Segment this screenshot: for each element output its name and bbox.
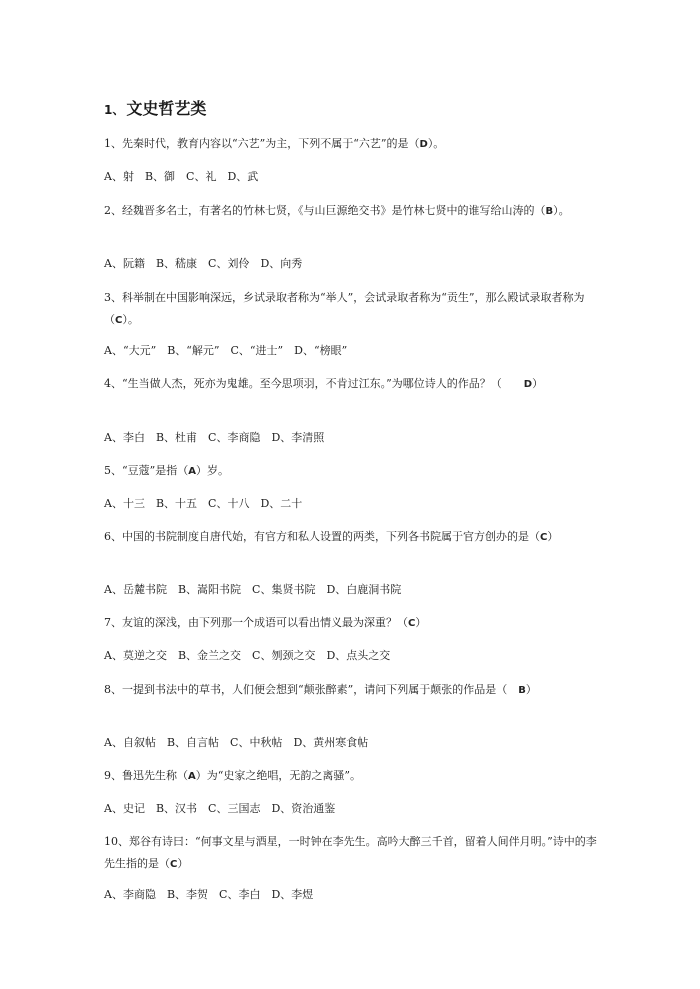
question-8 (104, 679, 604, 702)
options-4: A、李白 B、杜甫 C、李商隐 D、李清照 (104, 431, 325, 444)
question-text-end: ）。 (122, 313, 139, 326)
question-10 (104, 831, 604, 876)
question-6 (104, 526, 604, 549)
options-10: A、李商隐 B、李贺 C、李白 D、李煜 (104, 888, 314, 901)
options-6: A、岳麓书院 B、嵩阳书院 C、集贤书院 D、白鹿洞书院 (104, 583, 402, 596)
options-5: A、十三 B、十五 C、十八 D、二十 (104, 497, 303, 510)
options-1: A、射 B、御 C、礼 D、武 (104, 170, 259, 183)
answer: C (170, 859, 178, 870)
answer: C (115, 315, 123, 326)
question-text: 9、鲁迅先生称（ (104, 769, 188, 782)
question-9 (104, 765, 604, 788)
question-text-end: ） (532, 377, 544, 390)
question-4 (104, 373, 604, 396)
question-text: 3、科举制在中国影响深远，乡试录取者称为“举人”，会试录取者称为“贡生”，那么殿试录取者称为（ (104, 291, 585, 326)
question-7 (104, 612, 604, 635)
question-text-end: ） (177, 857, 189, 870)
answer: B (518, 685, 526, 696)
question-text: 7、友谊的深浅，由下列那一个成语可以看出情义最为深重？（ (104, 616, 408, 629)
question-5 (104, 460, 604, 483)
question-text: 6、中国的书院制度自唐代始，有官方和私人设置的两类，下列各书院属于官方创办的是（ (104, 530, 540, 543)
question-text-end: ） (547, 530, 559, 543)
question-text-end: ）。 (427, 137, 445, 150)
options-2: A、阮籍 B、嵇康 C、刘伶 D、向秀 (104, 257, 303, 270)
question-3 (104, 287, 604, 332)
answer: C (408, 618, 416, 629)
answer: B (545, 206, 554, 217)
question-2 (104, 200, 604, 223)
answer: D (523, 379, 533, 390)
question-text: 10、郑谷有诗曰：“何事文星与酒星，一时钟在李先生。高吟大醉三千首，留着人间伴月明。”诗中的李先生指的是（ (104, 835, 597, 870)
section-heading (104, 96, 206, 119)
question-text: 1、先秦时代，教育内容以“六艺”为主，下列不属于“六艺”的是（ (104, 137, 420, 150)
options-7: A、莫逆之交 B、金兰之交 C、刎颈之交 D、点头之交 (104, 649, 391, 662)
answer: A (188, 771, 196, 782)
options-3: A、“大元” B、“解元” C、“进士” D、“榜眼” (104, 344, 348, 357)
question-text-end: ） (525, 683, 537, 696)
question-text: 5、“豆蔻”是指（ (104, 464, 189, 477)
answer: A (188, 466, 196, 477)
section-number: 1、 (104, 103, 125, 117)
options-9: A、史记 B、汉书 C、三国志 D、资治通鉴 (104, 802, 336, 815)
question-text: 8、一提到书法中的草书，人们便会想到“颠张醉素”，请问下列属于颠张的作品是（ (104, 683, 519, 696)
question-text-end: ）为“史家之绝唱，无韵之离骚”。 (195, 769, 361, 782)
question-text-end: ） (415, 616, 427, 629)
answer: D (419, 139, 428, 150)
question-text: 4、“生当做人杰，死亦为鬼雄。至今思项羽，不肯过江东。”为哪位诗人的作品？（ (104, 377, 524, 390)
question-text-end: ）岁。 (196, 464, 229, 477)
question-1 (104, 133, 604, 156)
question-text-end: ）。 (553, 204, 570, 217)
options-8: A、自叙帖 B、自言帖 C、中秋帖 D、黄州寒食帖 (104, 736, 369, 749)
question-text: 2、经魏晋多名士，有著名的竹林七贤，《与山巨源绝交书》是竹林七贤中的谁写给山涛的（ (104, 204, 546, 217)
section-title: 文史哲艺类 (126, 99, 207, 118)
answer: C (540, 532, 548, 543)
